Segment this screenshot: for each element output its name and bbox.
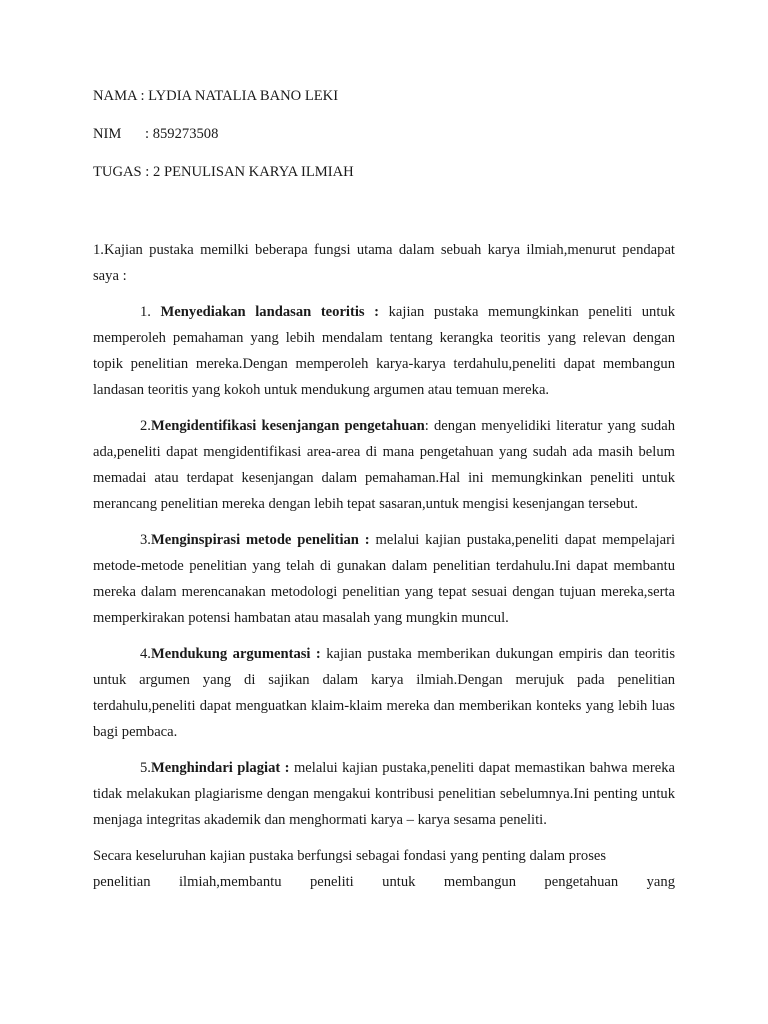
point-2-number: 2. [140, 418, 151, 434]
nim-label: NIM [93, 126, 122, 142]
point-2-title: Mengidentifikasi kesenjangan pengetahuan [150, 418, 425, 434]
point-4-number: 4. [140, 646, 151, 662]
header-tugas: TUGAS : 2 PENULISAN KARYA ILMIAH [93, 164, 354, 180]
nim-value: 859273508 [152, 126, 219, 142]
point-1-number: 1. [140, 304, 161, 320]
point-5-paragraph [93, 755, 675, 833]
tugas-value: 2 PENULISAN KARYA ILMIAH [153, 164, 354, 180]
point-4-title: Mendukung argumentasi : [150, 646, 321, 662]
nama-value: LYDIA NATALIA BANO LEKI [148, 88, 339, 104]
point-5-body: melalui kajian pustaka,peneliti dapat memastikan bahwa mereka tidak melakukan plagiarisme dengan mengakui kontribusi penelitian sebelumnya.Ini penting untuk menjaga integritas akademik dan menghormati karya – karya sesama peneliti. [93, 760, 676, 828]
document-body [93, 237, 675, 895]
point-1-paragraph [93, 299, 675, 403]
nama-label: NAMA [93, 88, 137, 104]
point-2-body: : dengan menyelidiki literatur yang sudah ada,peneliti dapat mengidentifikasi area-area di mana pengetahuan yang sudah ada masih belum memadai atau terdapat kesenjangan dalam pemahaman.Hal ini memungkinkan peneliti untuk merancang penelitian mereka dengan lebih tepat sasaran,untuk mengisi kesenjangan tersebut. [93, 418, 675, 512]
point-3-body: melalui kajian pustaka,peneliti dapat mempelajari metode-metode penelitian yang telah di gunakan dalam penelitian terdahulu.Ini dapat membantu mereka dalam merencanakan metodologi penelitian yang tepat sesuai dengan tujuan mereka,serta memperkirakan potensi hambatan atau masalah yang mungkin muncul. [93, 532, 675, 626]
header-nama: NAMA : LYDIA NATALIA BANO LEKI [93, 88, 339, 104]
point-2-paragraph [93, 413, 675, 517]
document-page [93, 86, 675, 895]
tugas-label: TUGAS [93, 164, 142, 180]
point-4-body: kajian pustaka memberikan dukungan empiris dan teoritis untuk argumen yang di sajikan dalam karya ilmiah.Dengan merujuk pada penelitian terdahulu,peneliti dapat menguatkan klaim-klaim mereka dan memberikan konteks yang lebih luas bagi pembaca. [93, 646, 675, 740]
header-nim: NIM : 859273508 [93, 126, 219, 142]
point-1-title: Menyediakan landasan teoritis : [160, 304, 380, 320]
point-5-number: 5. [140, 760, 151, 776]
intro-paragraph: 1.Kajian pustaka memilki beberapa fungsi utama dalam sebuah karya ilmiah,menurut pendapat saya : [93, 242, 675, 284]
point-3-number: 3. [140, 532, 151, 548]
closing-paragraph-last-line: penelitian ilmiah,membantu peneliti untuk membangun pengetahuan yang [93, 874, 675, 890]
closing-paragraph: Secara keseluruhan kajian pustaka berfungsi sebagai fondasi yang penting dalam proses [93, 848, 607, 864]
point-3-paragraph [93, 527, 675, 631]
point-3-title: Menginspirasi metode penelitian : [150, 532, 370, 548]
point-5-title: Menghindari plagiat : [150, 760, 290, 776]
point-4-paragraph [93, 641, 675, 745]
point-1-body: kajian pustaka memungkinkan peneliti untuk memperoleh pemahaman yang lebih mendalam tentang kerangka teoritis yang relevan dengan topik penelitian mereka.Dengan memperoleh karya-karya terdahulu,peneliti dapat membangun landasan teoritis yang kokoh untuk mendukung argumen atau temuan mereka. [93, 304, 675, 398]
